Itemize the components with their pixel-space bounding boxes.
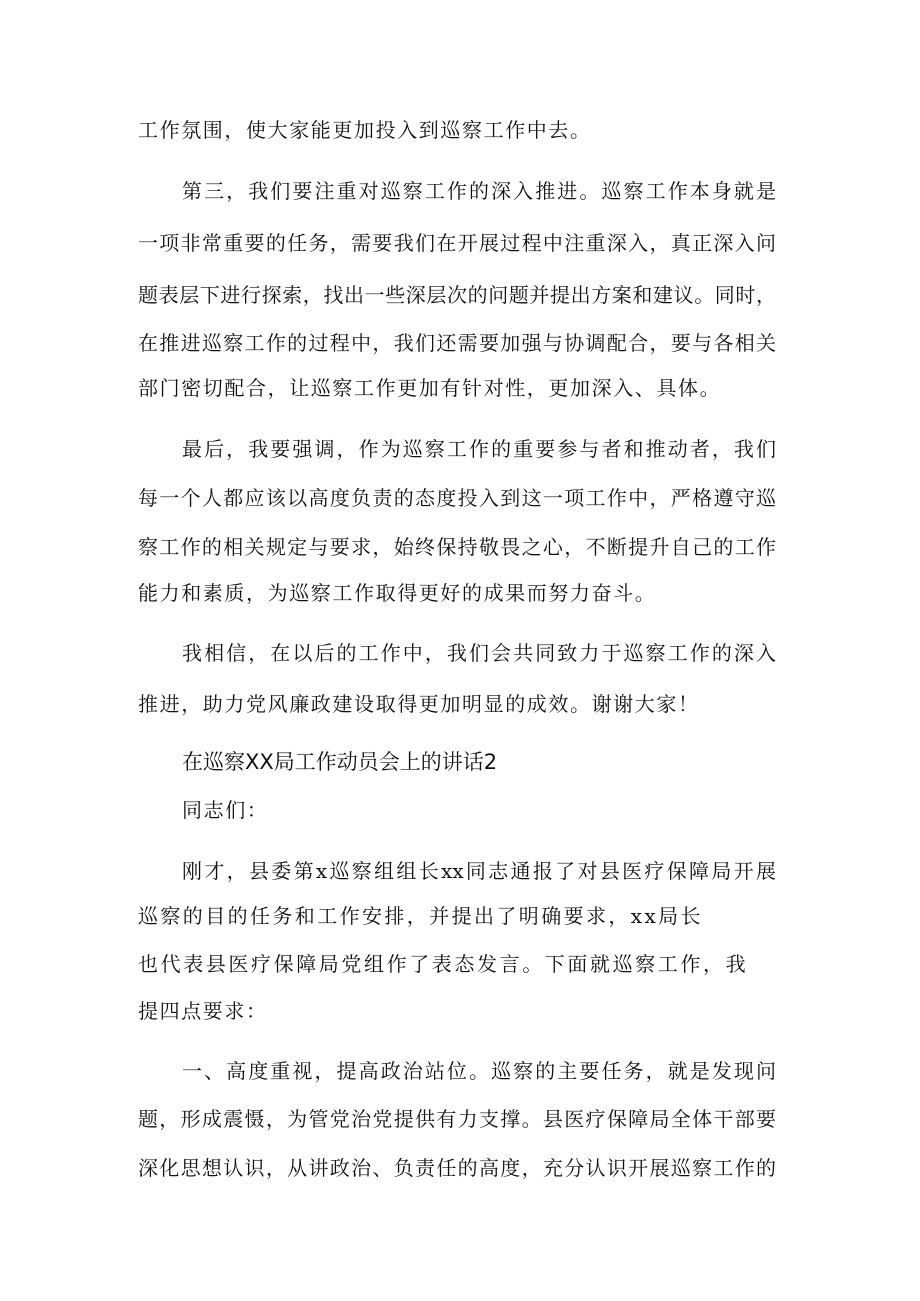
paragraph-line: 刚才，县委第x巡察组组长xx同志通报了对县医疗保障局开展 <box>182 859 776 883</box>
section-heading: 在巡察XX局工作动员会上的讲话2 <box>182 750 498 774</box>
paragraph-line: 一、高度重视，提高政治站位。巡察的主要任务，就是发现问 <box>182 1059 776 1083</box>
paragraph-line: 巡察的目的任务和工作安排，并提出了明确要求，xx局长 <box>138 904 703 928</box>
paragraph-line: 工作氛围，使大家能更加投入到巡察工作中去。 <box>138 118 592 142</box>
paragraph-line: 深化思想认识，从讲政治、负责任的高度，充分认识开展巡察工作的 <box>138 1156 776 1180</box>
paragraph-line: 察工作的相关规定与要求，始终保持敬畏之心，不断提升自己的工作 <box>138 535 776 559</box>
paragraph-line: 题表层下进行探索，找出一些深层次的问题并提出方案和建议。同时， <box>138 283 776 307</box>
paragraph-line: 第三，我们要注重对巡察工作的深入推进。巡察工作本身就是 <box>182 179 776 203</box>
paragraph-line: 题，形成震慑，为管党治党提供有力支撑。县医疗保障局全体干部要 <box>138 1107 776 1131</box>
paragraph-line: 提四点要求： <box>138 999 268 1023</box>
paragraph-line: 每一个人都应该以高度负责的态度投入到这一项工作中，严格遵守巡 <box>138 486 776 510</box>
paragraph-line: 能力和素质，为巡察工作取得更好的成果而努力奋斗。 <box>138 581 657 605</box>
salutation: 同志们： <box>182 798 269 822</box>
paragraph-line: 我相信，在以后的工作中，我们会共同致力于巡察工作的深入 <box>182 641 776 665</box>
paragraph-line: 一项非常重要的任务，需要我们在开展过程中注重深入，真正深入问 <box>138 231 776 255</box>
paragraph-line: 也代表县医疗保障局党组作了表态发言。下面就巡察工作，我 <box>138 952 749 976</box>
paragraph-line: 在推进巡察工作的过程中，我们还需要加强与协调配合，要与各相关 <box>138 331 776 355</box>
paragraph-line: 最后，我要强调，作为巡察工作的重要参与者和推动者，我们 <box>182 437 776 461</box>
paragraph-line: 推进，助力党风廉政建设取得更加明显的成效。谢谢大家！ <box>138 692 700 716</box>
paragraph-line: 部门密切配合，让巡察工作更加有针对性，更加深入、具体。 <box>138 376 722 400</box>
